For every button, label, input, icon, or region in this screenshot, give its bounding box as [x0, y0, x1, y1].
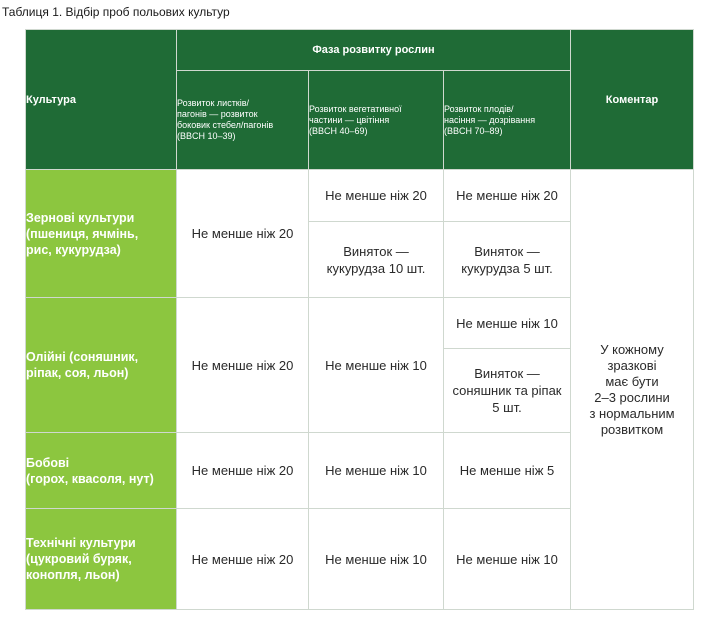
cell-technical-leaves: Не менше ніж 20: [177, 509, 309, 610]
header-phase-leaves: Розвиток листків/ пагонів — розвиток боковик стебел/пагонів (BBCH 10–39): [177, 71, 309, 170]
cell-grain-fruit-exception: Виняток — кукурудза 5 шт.: [444, 222, 571, 298]
cell-grain-leaves: Не менше ніж 20: [177, 170, 309, 298]
table-caption: Таблиця 1. Відбір проб польових культур: [2, 5, 230, 19]
header-phase-vegetative: Розвиток вегетативної частини — цвітіння (BBCH 40–69): [309, 71, 444, 170]
header-comment: Коментар: [571, 30, 694, 170]
header-phase-fruit: Розвиток плодів/ насіння — дозрівання (BBCH 70–89): [444, 71, 571, 170]
cell-oil-vegetative: Не менше ніж 10: [309, 298, 444, 433]
cell-oil-leaves: Не менше ніж 20: [177, 298, 309, 433]
cell-oil-fruit-exception: Виняток — соняшник та ріпак 5 шт.: [444, 349, 571, 433]
sampling-table: [25, 29, 694, 610]
cell-grain-vegetative: Не менше ніж 20: [309, 170, 444, 222]
cell-technical-vegetative: Не менше ніж 10: [309, 509, 444, 610]
cell-legumes-fruit: Не менше ніж 5: [444, 433, 571, 509]
cell-grain-vegetative-exception: Виняток — кукурудза 10 шт.: [309, 222, 444, 298]
cell-legumes-leaves: Не менше ніж 20: [177, 433, 309, 509]
cell-grain-fruit: Не менше ніж 20: [444, 170, 571, 222]
comment-cell: У кожному зразкові має бути 2–3 рослини з нормальним розвитком: [571, 170, 694, 610]
cell-oil-fruit: Не менше ніж 10: [444, 298, 571, 349]
crop-grain: Зернові культури (пшениця, ячмінь, рис, кукурудза): [26, 170, 177, 298]
cell-legumes-vegetative: Не менше ніж 10: [309, 433, 444, 509]
crop-technical: Технічні культури (цукровий буряк, конопля, льон): [26, 509, 177, 610]
crop-oil: Олійні (соняшник, ріпак, соя, льон): [26, 298, 177, 433]
header-phase: Фаза розвитку рослин: [177, 30, 571, 71]
header-culture: Культура: [26, 30, 177, 170]
crop-legumes: Бобові (горох, квасоля, нут): [26, 433, 177, 509]
cell-technical-fruit: Не менше ніж 10: [444, 509, 571, 610]
